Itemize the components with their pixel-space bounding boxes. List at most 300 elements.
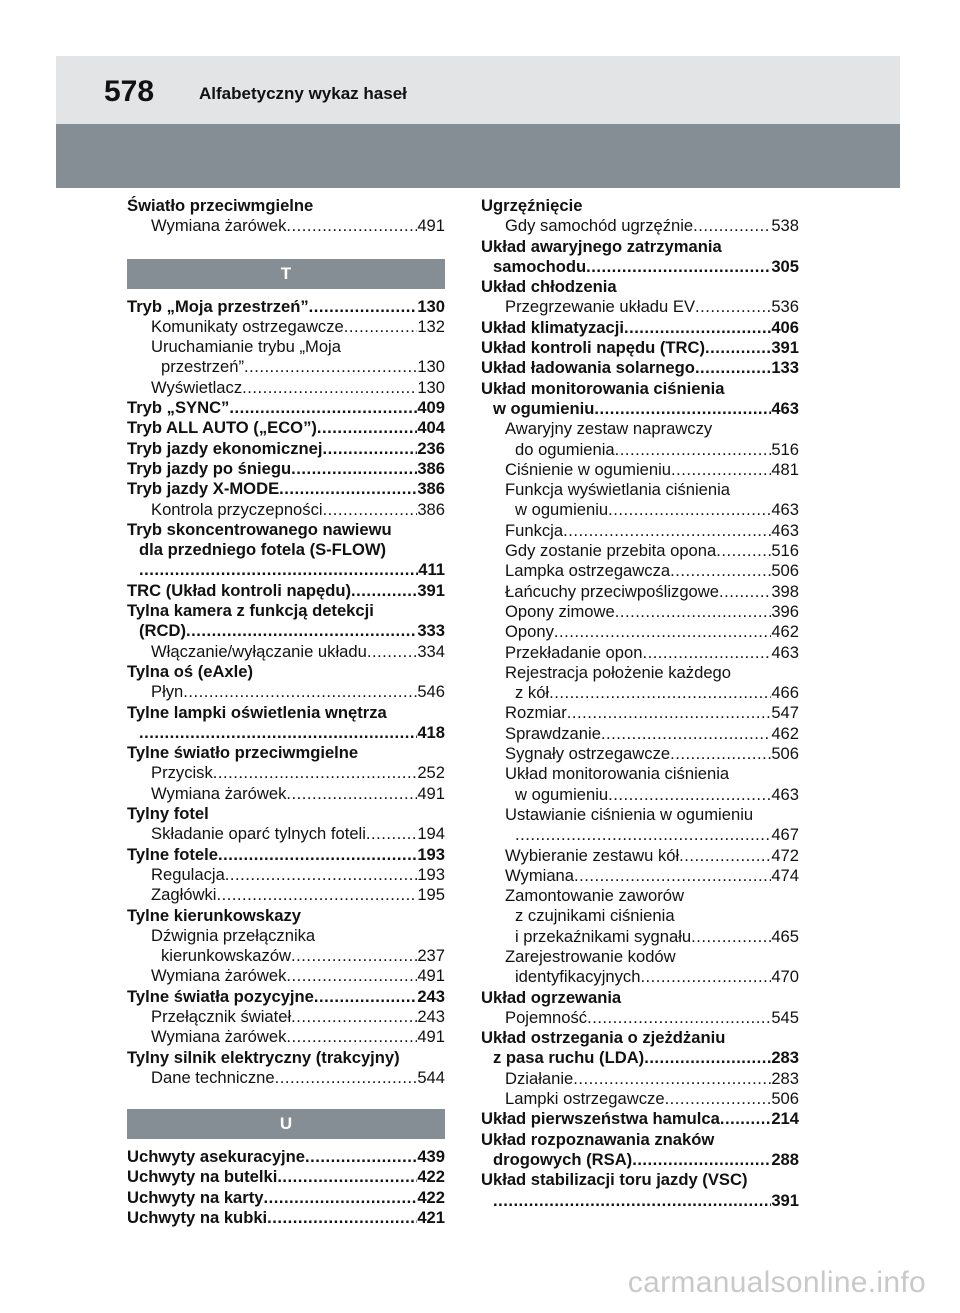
entry-label: Kontrola przyczepności <box>151 499 323 519</box>
page-ref: 305 <box>771 256 799 276</box>
leader-dots <box>183 682 417 702</box>
leader-dots <box>216 885 417 905</box>
entry-label: Tylne światła pozycyjne <box>127 986 314 1006</box>
leader-dots <box>574 866 771 886</box>
entry-label: z kół <box>515 683 550 703</box>
index-entry <box>481 927 799 947</box>
page-ref: 463 <box>771 520 799 540</box>
page-ref: 195 <box>417 885 445 905</box>
leader-dots <box>139 723 417 743</box>
index-column-left <box>127 196 445 1228</box>
page-ref: 386 <box>417 499 445 519</box>
index-entry <box>481 338 799 358</box>
entry-label: Lampka ostrzegawcza <box>505 561 671 581</box>
index-entry <box>481 846 799 866</box>
leader-dots <box>615 440 772 460</box>
page-ref: 544 <box>417 1067 445 1087</box>
page-ref: 467 <box>771 825 799 845</box>
leader-dots <box>323 500 418 520</box>
entry-label: Wymiana żarówek <box>151 783 287 803</box>
leader-dots <box>720 1109 771 1129</box>
index-entry: Tylny fotel <box>127 804 209 824</box>
entries-u <box>127 1147 445 1228</box>
page-ref: 463 <box>771 500 799 520</box>
index-entry: Tylny silnik elektryczny (trakcyjny) <box>127 1047 400 1067</box>
page-ref: 422 <box>417 1167 445 1187</box>
index-entry <box>127 642 445 662</box>
index-entry: Tryb skoncentrowanego nawiewu <box>127 519 392 539</box>
index-entry <box>481 541 799 561</box>
page-ref: 506 <box>771 561 799 581</box>
entry-label: w ogumieniu <box>493 398 595 418</box>
entry-label: Sprawdzanie <box>505 723 601 743</box>
entry-label: drogowych (RSA) <box>493 1149 633 1169</box>
page-ref: 516 <box>771 541 799 561</box>
page-ref: 506 <box>771 1089 799 1109</box>
index-entry <box>127 418 445 438</box>
page-ref: 386 <box>417 479 445 499</box>
page-ref: 463 <box>771 642 799 662</box>
leader-dots <box>218 845 417 865</box>
page-ref: 194 <box>417 824 445 844</box>
index-entry <box>127 824 445 844</box>
index-entry <box>481 1008 799 1028</box>
page-ref: 214 <box>771 1109 799 1129</box>
leader-dots <box>563 521 771 541</box>
index-entry <box>481 602 799 622</box>
page-ref: 421 <box>417 1208 445 1228</box>
leader-dots <box>275 1068 418 1088</box>
leader-dots <box>691 927 771 947</box>
leader-dots <box>213 763 418 783</box>
index-entry <box>481 1048 799 1068</box>
leader-dots <box>679 846 771 866</box>
entry-label: Wymiana <box>505 865 575 885</box>
leader-dots <box>366 824 417 844</box>
entry-label: Dane techniczne <box>151 1067 275 1087</box>
index-entry <box>481 866 799 886</box>
leader-dots <box>554 622 771 642</box>
page-ref: 193 <box>417 864 445 884</box>
leader-dots <box>242 378 417 398</box>
entry-label: samochodu <box>493 256 587 276</box>
entry-label: (RCD) <box>139 621 187 641</box>
index-entry: Tylne kierunkowskazy <box>127 905 301 925</box>
leader-dots <box>139 560 418 580</box>
index-entry: Światło przeciwmgielne <box>127 196 314 215</box>
leader-dots <box>314 987 417 1007</box>
leader-dots <box>286 966 417 986</box>
entry-label: przestrzeń” <box>161 357 244 377</box>
index-entry: Układ ogrzewania <box>481 987 622 1007</box>
index-entry: z czujnikami ciśnienia <box>515 906 675 926</box>
entry-label: Uchwyty na butelki <box>127 1167 278 1187</box>
entry-label: do ogumienia <box>515 439 615 459</box>
leader-dots <box>642 643 771 663</box>
index-entry <box>481 643 799 663</box>
leader-dots <box>587 1008 771 1028</box>
leader-dots <box>719 582 771 602</box>
entry-label: Układ pierwszeństwa hamulca <box>481 1109 720 1129</box>
index-entry <box>127 987 445 1007</box>
entry-label: Układ kontroli napędu (TRC) <box>481 338 706 358</box>
entry-label: kierunkowskazów <box>161 946 292 966</box>
leader-dots <box>671 460 771 480</box>
header-band <box>56 56 900 124</box>
index-entry <box>481 785 799 805</box>
section-header-u: U <box>127 1109 445 1139</box>
index-entry: Układ rozpoznawania znaków <box>481 1129 715 1149</box>
page-ref: 130 <box>417 377 445 397</box>
entry-label: Tryb jazdy ekonomicznej <box>127 438 323 458</box>
index-entry <box>127 1167 445 1187</box>
index-entry <box>127 216 445 236</box>
leader-dots <box>695 297 771 317</box>
index-entry: Awaryjny zestaw naprawczy <box>505 419 713 439</box>
entries-u-continued <box>481 196 799 1211</box>
entry-label: Przegrzewanie układu EV <box>505 297 696 317</box>
page-ref: 132 <box>417 316 445 336</box>
index-entry <box>127 297 445 317</box>
index-entry <box>481 703 799 723</box>
entry-label: Rozmiar <box>505 703 567 723</box>
index-entry <box>127 723 445 743</box>
entry-label: i przekaźnikami sygnału <box>515 926 692 946</box>
entry-label: Wybieranie zestawu kół <box>505 845 680 865</box>
entry-label: Opony <box>505 622 554 642</box>
page-ref: 491 <box>417 1027 445 1047</box>
index-entry <box>481 1069 799 1089</box>
entry-label: Komunikaty ostrzegawcze <box>151 316 344 336</box>
index-entry: dla przedniego fotela (S-FLOW) <box>139 540 387 560</box>
page-ref: 439 <box>417 1147 445 1167</box>
index-entry <box>127 479 445 499</box>
leader-dots <box>493 1191 771 1211</box>
page-ref: 243 <box>417 1006 445 1026</box>
entry-label: Pojemność <box>505 1007 588 1027</box>
leader-dots <box>225 865 418 885</box>
entries-t <box>127 297 445 1089</box>
entry-label: Przycisk <box>151 763 213 783</box>
page-title: Alfabetyczny wykaz haseł <box>199 84 407 103</box>
index-entry <box>127 1208 445 1228</box>
leader-dots <box>229 398 417 418</box>
leader-dots <box>279 479 417 499</box>
page-ref: 546 <box>417 682 445 702</box>
leader-dots <box>367 642 417 662</box>
leader-dots <box>601 724 771 744</box>
index-entry <box>127 763 445 783</box>
leader-dots <box>305 1147 417 1167</box>
page-ref: 193 <box>417 844 445 864</box>
entry-label: Tryb „Moja przestrzeń” <box>127 296 309 316</box>
page-ref: 491 <box>417 216 445 236</box>
leader-dots <box>695 358 771 378</box>
page-ref: 288 <box>771 1149 799 1169</box>
leader-dots <box>286 216 417 236</box>
page-ref: 538 <box>771 216 799 236</box>
entry-label: Wyświetlacz <box>151 377 243 397</box>
index-entry <box>127 1027 445 1047</box>
page-ref: 386 <box>417 458 445 478</box>
leader-dots <box>594 399 771 419</box>
index-entry <box>127 865 445 885</box>
page-ref: 506 <box>771 744 799 764</box>
page-ref: 462 <box>771 622 799 642</box>
entry-label: Tryb ALL AUTO („ECO”) <box>127 418 317 438</box>
index-entry <box>127 560 445 580</box>
index-entry <box>127 946 445 966</box>
page-ref: 334 <box>417 641 445 661</box>
entry-label: Uchwyty na kubki <box>127 1208 268 1228</box>
index-entry <box>481 216 799 236</box>
entry-label: Funkcja <box>505 520 564 540</box>
index-entry <box>127 1068 445 1088</box>
index-entry <box>127 1147 445 1167</box>
leader-dots <box>186 621 417 641</box>
index-entry: Układ ostrzegania o zjeżdżaniu <box>481 1028 726 1048</box>
index-entry <box>481 1089 799 1109</box>
leader-dots <box>291 459 417 479</box>
index-entry: Ustawianie ciśnienia w ogumieniu <box>505 804 754 824</box>
leader-dots <box>549 683 771 703</box>
leader-dots <box>351 581 417 601</box>
index-entry <box>127 398 445 418</box>
index-entry <box>127 439 445 459</box>
page-ref: 404 <box>417 418 445 438</box>
index-entry <box>127 500 445 520</box>
leader-dots <box>615 602 772 622</box>
page-ref: 391 <box>771 338 799 358</box>
index-entry: Tylna oś (eAxle) <box>127 661 254 681</box>
section-header-t: T <box>127 259 445 289</box>
entry-label: Wymiana żarówek <box>151 216 287 236</box>
leader-dots <box>716 541 771 561</box>
page-ref: 536 <box>771 297 799 317</box>
page-ref: 545 <box>771 1007 799 1027</box>
index-entry: Układ chłodzenia <box>481 277 617 297</box>
page-ref: 466 <box>771 683 799 703</box>
page-ref: 398 <box>771 581 799 601</box>
entry-label: Wymiana żarówek <box>151 966 287 986</box>
index-entry <box>127 317 445 337</box>
index-entry: Tylne światło przeciwmgielne <box>127 743 359 763</box>
index-entry: Układ monitorowania ciśnienia <box>505 764 730 784</box>
entry-label: Działanie <box>505 1068 574 1088</box>
leader-dots <box>323 439 418 459</box>
entry-label: Ciśnienie w ogumieniu <box>505 459 672 479</box>
page-ref: 465 <box>771 926 799 946</box>
index-entry <box>481 967 799 987</box>
entry-label: Regulacja <box>151 864 225 884</box>
leader-dots <box>291 1007 417 1027</box>
index-entry: Układ stabilizacji toru jazdy (VSC) <box>481 1170 748 1190</box>
index-entry <box>127 1007 445 1027</box>
leader-dots <box>705 338 771 358</box>
index-entry <box>481 318 799 338</box>
entry-label: Lampki ostrzegawcze <box>505 1089 665 1109</box>
entry-label: Łańcuchy przeciwpoślizgowe <box>505 581 719 601</box>
leader-dots <box>644 1048 771 1068</box>
page-ref: 406 <box>771 317 799 337</box>
entry-label: Płyn <box>151 682 184 702</box>
entry-label: w ogumieniu <box>515 500 609 520</box>
index-entry <box>481 521 799 541</box>
index-entry <box>481 683 799 703</box>
index-column-right <box>481 196 799 1211</box>
entry-label: Przekładanie opon <box>505 642 643 662</box>
leader-dots <box>244 357 417 377</box>
entry-label: Tryb jazdy po śniegu <box>127 458 292 478</box>
leader-dots <box>586 257 771 277</box>
entries-s-tail <box>127 196 445 237</box>
index-entry: Uruchamianie trybu „Moja <box>151 337 341 357</box>
index-entry <box>481 460 799 480</box>
index-entry <box>127 1188 445 1208</box>
index-entry: Zamontowanie zaworów <box>505 886 684 906</box>
index-entry: Tylne lampki oświetlenia wnętrza <box>127 702 387 722</box>
index-entry <box>481 297 799 317</box>
leader-dots <box>277 1167 417 1187</box>
index-entry <box>127 378 445 398</box>
page-ref: 516 <box>771 439 799 459</box>
index-entry: Układ awaryjnego zatrzymania <box>481 236 722 256</box>
index-entry: Tylna kamera z funkcją detekcji <box>127 601 374 621</box>
entry-label: Uchwyty na karty <box>127 1187 264 1207</box>
page-ref: 463 <box>771 398 799 418</box>
index-entry <box>481 622 799 642</box>
index-entry <box>127 357 445 377</box>
entry-label: Tryb „SYNC” <box>127 398 230 418</box>
leader-dots <box>573 1069 771 1089</box>
leader-dots <box>286 1027 417 1047</box>
leader-dots <box>665 1089 772 1109</box>
entry-label: Przełącznik świateł <box>151 1006 292 1026</box>
entry-label: Składanie oparć tylnych foteli <box>151 824 366 844</box>
decorative-band <box>56 124 900 188</box>
index-entry <box>127 885 445 905</box>
page-ref: 133 <box>771 358 799 378</box>
leader-dots <box>608 500 771 520</box>
page-ref: 409 <box>417 398 445 418</box>
entry-label: Sygnały ostrzegawcze <box>505 744 671 764</box>
watermark: carmanualsonline.info <box>627 1266 926 1299</box>
index-entry <box>127 682 445 702</box>
index-entry <box>481 358 799 378</box>
leader-dots <box>608 785 771 805</box>
entry-label: Układ ładowania solarnego <box>481 358 695 378</box>
page-ref: 130 <box>417 296 445 316</box>
entry-label: Gdy samochód ugrzęźnie <box>505 216 694 236</box>
page-ref: 333 <box>417 621 445 641</box>
page-ref: 491 <box>417 966 445 986</box>
leader-dots <box>624 318 771 338</box>
leader-dots <box>670 744 771 764</box>
page-ref: 411 <box>418 560 445 580</box>
index-entry <box>481 561 799 581</box>
page-ref: 422 <box>417 1187 445 1207</box>
page-ref: 391 <box>417 580 445 600</box>
entry-label: identyfikacyjnych <box>515 967 641 987</box>
page-ref: 236 <box>417 438 445 458</box>
leader-dots <box>567 703 772 723</box>
index-entry <box>481 1191 799 1211</box>
leader-dots <box>344 317 418 337</box>
index-entry <box>481 257 799 277</box>
entry-label: TRC (Układ kontroli napędu) <box>127 580 352 600</box>
page-ref: 243 <box>417 986 445 1006</box>
entry-label: Wymiana żarówek <box>151 1027 287 1047</box>
index-entry <box>481 724 799 744</box>
leader-dots <box>264 1188 418 1208</box>
index-entry <box>127 581 445 601</box>
index-entry <box>127 845 445 865</box>
index-entry: Funkcja wyświetlania ciśnienia <box>505 480 731 500</box>
index-entry: Układ monitorowania ciśnienia <box>481 378 725 398</box>
page-ref: 252 <box>417 763 445 783</box>
entry-label: z pasa ruchu (LDA) <box>493 1048 645 1068</box>
page-ref: 481 <box>771 459 799 479</box>
page-ref: 470 <box>771 967 799 987</box>
index-entry <box>481 440 799 460</box>
index-entry: Zarejestrowanie kodów <box>505 946 676 966</box>
page-ref: 547 <box>771 703 799 723</box>
leader-dots <box>515 825 771 845</box>
leader-dots <box>309 297 418 317</box>
entry-label: Układ klimatyzacji <box>481 317 624 337</box>
entry-label: Zagłówki <box>151 885 217 905</box>
leader-dots <box>632 1150 771 1170</box>
entry-label: Tylne fotele <box>127 844 218 864</box>
leader-dots <box>291 946 417 966</box>
index-entry <box>481 500 799 520</box>
entry-label: w ogumieniu <box>515 784 609 804</box>
index-entry <box>127 966 445 986</box>
entry-label: Gdy zostanie przebita opona <box>505 541 717 561</box>
page-ref: 418 <box>417 722 445 742</box>
leader-dots <box>640 967 771 987</box>
page-ref: 283 <box>771 1048 799 1068</box>
index-entry <box>127 459 445 479</box>
page-ref: 391 <box>771 1190 799 1210</box>
index-entry <box>127 621 445 641</box>
index-entry <box>481 1150 799 1170</box>
page-ref: 462 <box>771 723 799 743</box>
page-ref: 463 <box>771 784 799 804</box>
index-entry <box>481 399 799 419</box>
page-ref: 283 <box>771 1068 799 1088</box>
leader-dots <box>317 418 417 438</box>
index-entry: Ugrzęźnięcie <box>481 196 583 215</box>
page-ref: 472 <box>771 845 799 865</box>
index-entry: Rejestracja położenie każdego <box>505 662 732 682</box>
page-ref: 130 <box>417 357 445 377</box>
leader-dots <box>693 216 771 236</box>
index-entry <box>481 744 799 764</box>
entry-label: Tryb jazdy X-MODE <box>127 479 280 499</box>
entry-label: Uchwyty asekuracyjne <box>127 1147 306 1167</box>
index-entry <box>481 825 799 845</box>
index-entry: Dźwignia przełącznika <box>151 925 316 945</box>
page-ref: 237 <box>417 946 445 966</box>
index-entry <box>127 784 445 804</box>
entry-label: Włączanie/wyłączanie układu <box>151 641 367 661</box>
page-ref: 491 <box>417 783 445 803</box>
index-entry <box>481 582 799 602</box>
page-ref: 474 <box>771 865 799 885</box>
leader-dots <box>670 561 771 581</box>
leader-dots <box>286 784 417 804</box>
